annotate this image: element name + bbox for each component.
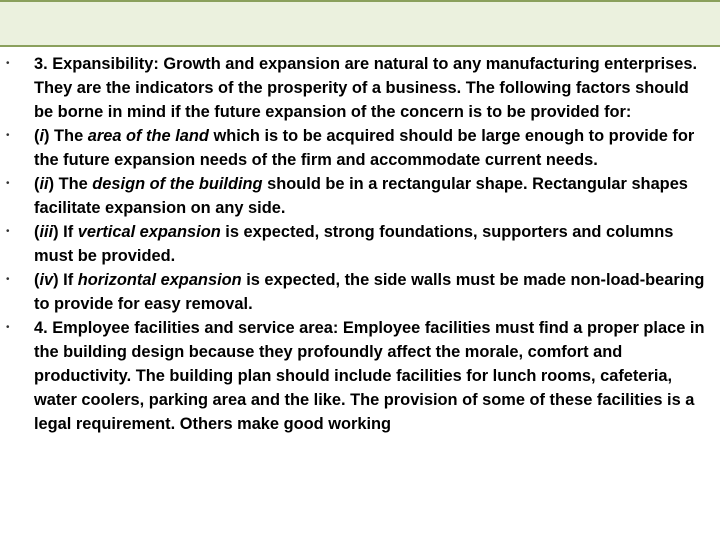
italic-text-segment: design of the building xyxy=(92,175,263,193)
text-segment: which is to be acquired should be large enough to provide for the future expansion needs of the firm and accommodate current needs. xyxy=(34,127,695,169)
text-segment: ( xyxy=(34,175,40,193)
text-segment: ( xyxy=(34,127,40,145)
italic-text-segment: iii xyxy=(39,223,54,241)
text-segment: ) If xyxy=(53,223,78,241)
italic-text-segment: vertical expansion xyxy=(77,223,221,241)
bullet-item xyxy=(0,268,720,316)
italic-text-segment: area of the land xyxy=(87,127,209,145)
text-segment: 3. Expansibility: Growth and expansion are natural to any manufacturing enterprises. They are the indicators of the prosperity of a business. The following factors should be borne in mind if the future expansion of the concern is to be provided for: xyxy=(34,55,698,121)
bullet-item xyxy=(0,172,720,220)
slide-title-bar xyxy=(0,0,720,47)
text-segment: 4. Employee facilities and service area: Employee facilities must find a proper place in the building design because they profoundly affect the morale, comfort and productivity. The building plan should include facilities for lunch rooms, cafeteria, water coolers, parking area and the like. The provision of some of these facilities is a legal requirement. Others make good working xyxy=(34,319,705,433)
text-segment: ( xyxy=(34,271,40,289)
italic-text-segment: i xyxy=(39,127,45,145)
text-segment: ) If xyxy=(53,271,78,289)
bullet-dot-icon: • xyxy=(6,322,10,333)
bullet-list xyxy=(0,52,720,436)
bullet-dot-icon: • xyxy=(6,178,10,189)
text-segment: should be in a rectangular shape. Rectangular shapes facilitate expansion on any side. xyxy=(34,175,688,217)
text-segment: ) The xyxy=(48,175,93,193)
text-segment: ) The xyxy=(44,127,88,145)
bullet-item xyxy=(0,124,720,172)
bullet-item xyxy=(0,52,720,124)
slide-content xyxy=(0,52,720,540)
text-segment: is expected, the side walls must be made non-load-bearing to provide for easy removal. xyxy=(34,271,705,313)
bullet-item xyxy=(0,316,720,436)
text-segment: is expected, strong foundations, supporters and columns must be provided. xyxy=(34,223,674,265)
italic-text-segment: iv xyxy=(39,271,54,289)
italic-text-segment: horizontal expansion xyxy=(77,271,242,289)
bullet-dot-icon: • xyxy=(6,274,10,285)
text-segment: ( xyxy=(34,223,40,241)
bullet-item xyxy=(0,220,720,268)
bullet-dot-icon: • xyxy=(6,130,10,141)
italic-text-segment: ii xyxy=(39,175,49,193)
bullet-dot-icon: • xyxy=(6,226,10,237)
bullet-dot-icon: • xyxy=(6,58,10,69)
